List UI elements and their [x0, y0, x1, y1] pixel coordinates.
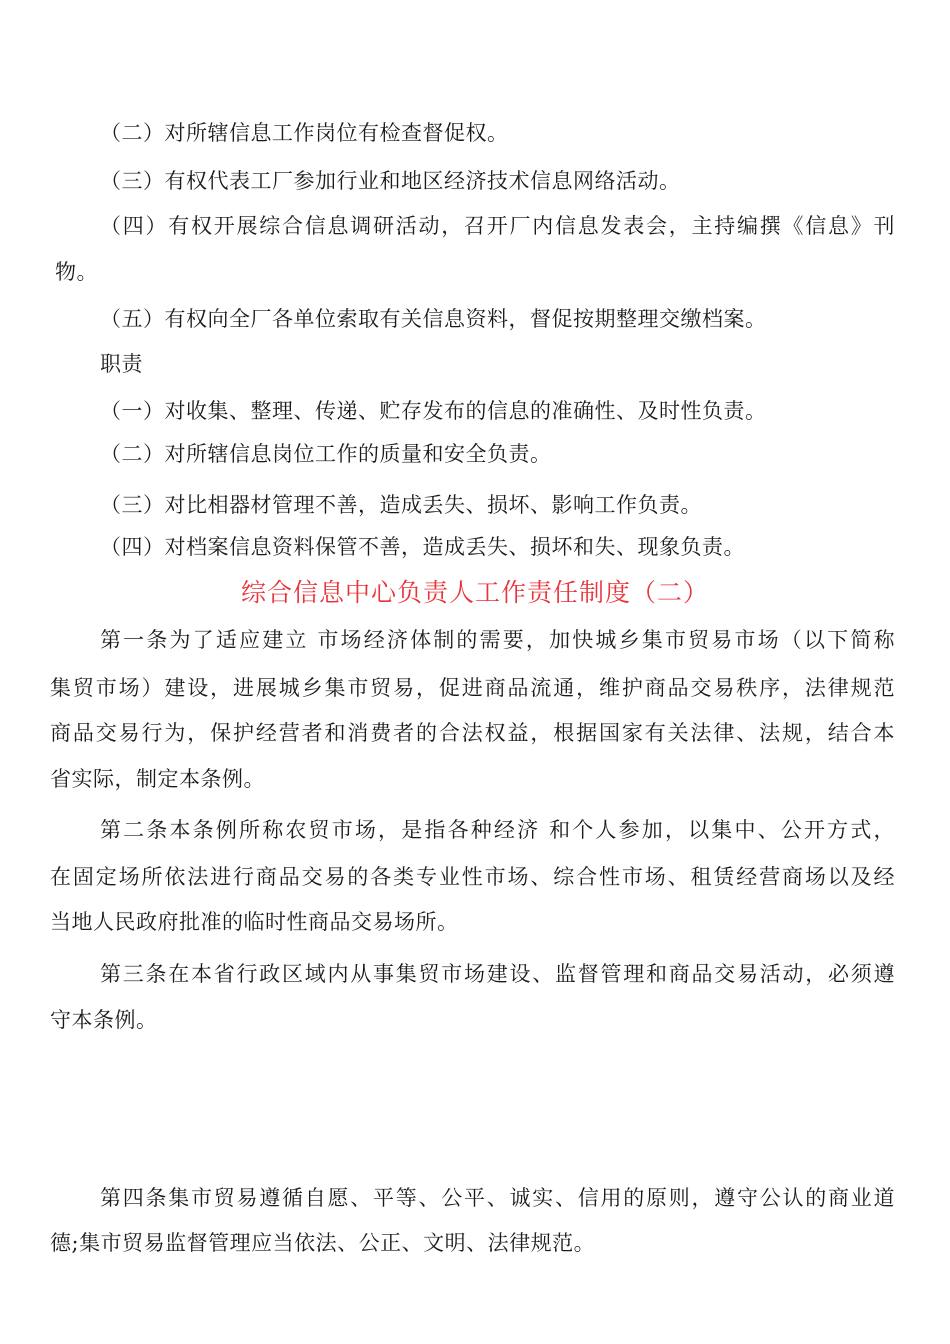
article-4-line-1: 第四条集市贸易遵循自愿、平等、公平、诚实、信用的原则，遵守公认的商业道	[100, 1186, 895, 1210]
rights-item-5: （五）有权向全厂各单位索取有关信息资料，督促按期整理交缴档案。	[100, 307, 767, 331]
article-1-line-3: 商品交易行为，保护经营者和消费者的合法权益，根据国家有关法律、法规，结合本	[50, 721, 895, 745]
duties-heading: 职责	[100, 352, 143, 376]
article-1-line-4: 省实际，制定本条例。	[50, 767, 265, 791]
article-3-line-2: 守本条例。	[50, 1008, 158, 1032]
rights-item-4-line-2: 物。	[55, 260, 98, 284]
duties-item-1: （一）对收集、整理、传递、贮存发布的信息的准确性、及时性负责。	[100, 399, 767, 423]
rights-item-3: （三）有权代表工厂参加行业和地区经济技术信息网络活动。	[100, 169, 681, 193]
duties-item-2: （二）对所辖信息岗位工作的质量和安全负责。	[100, 442, 552, 466]
rights-item-4-line-1: （四）有权开展综合信息调研活动，召开厂内信息发表会，主持编撰《信息》刊	[100, 214, 895, 238]
duties-item-3: （三）对比相器材管理不善，造成丢失、损坏、影响工作负责。	[100, 493, 702, 517]
article-2-line-3: 当地人民政府批准的临时性商品交易场所。	[50, 910, 459, 934]
article-2-line-2: 在固定场所依法进行商品交易的各类专业性市场、综合性市场、租赁经营商场以及经	[50, 865, 895, 889]
article-1-line-1: 第一条为了适应建立 市场经济体制的需要，加快城乡集市贸易市场（以下简称	[100, 628, 895, 652]
article-2-line-1: 第二条本条例所称农贸市场，是指各种经济 和个人参加，以集中、公开方式，	[100, 818, 895, 842]
article-3-line-1: 第三条在本省行政区域内从事集贸市场建设、监督管理和商品交易活动，必须遵	[100, 962, 895, 986]
article-1-line-2: 集贸市场）建设，进展城乡集市贸易，促进商品流通，维护商品交易秩序，法律规范	[50, 676, 895, 700]
rights-item-2: （二）对所辖信息工作岗位有检查督促权。	[100, 121, 509, 145]
article-4-line-2: 德;集市贸易监督管理应当依法、公正、文明、法律规范。	[50, 1231, 596, 1255]
section-title: 综合信息中心负责人工作责任制度（二）	[240, 578, 709, 607]
duties-item-4: （四）对档案信息资料保管不善，造成丢失、损坏和失、现象负责。	[100, 535, 745, 559]
